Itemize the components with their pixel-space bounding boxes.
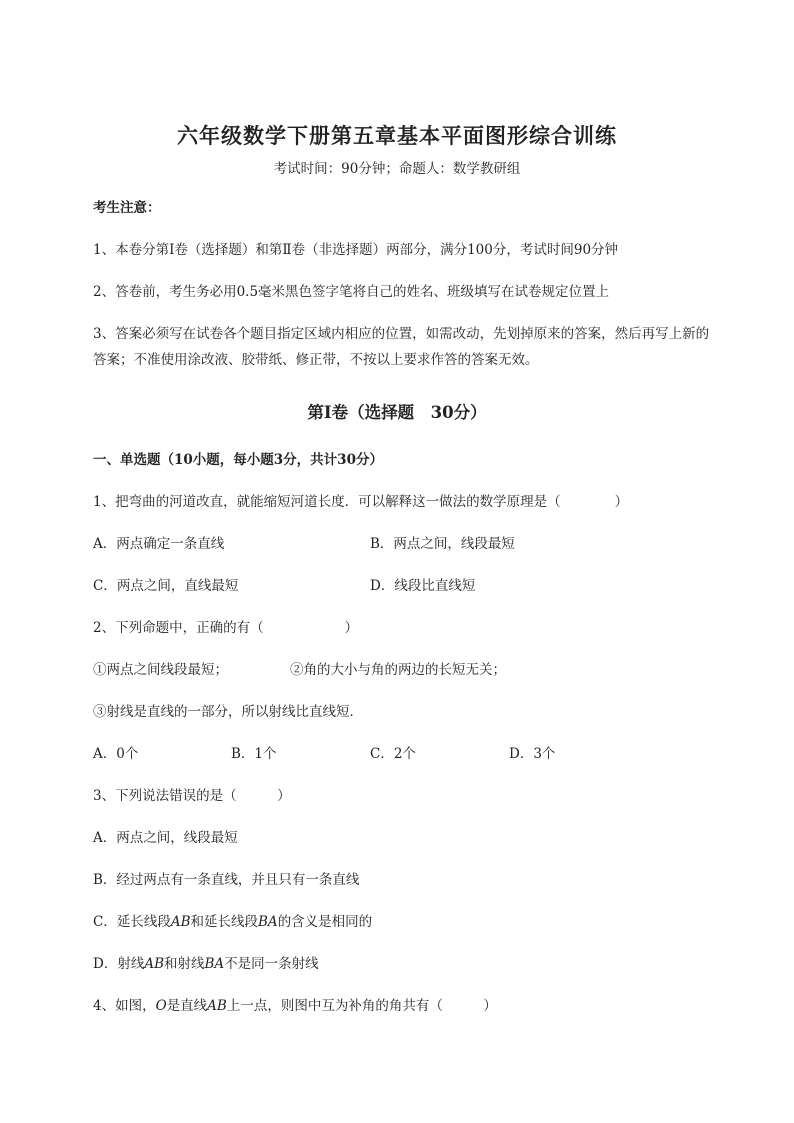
notice-item-3: 3、答案必须写在试卷各个题目指定区域内相应的位置，如需改动，先划掉原来的答案，然后再写上新的答案；不准使用涂改液、胶带纸、修正带，不按以上要求作答的答案无效。 xyxy=(93,326,710,368)
option-d-suffix: 不是同一条射线 xyxy=(224,956,319,972)
question-1-option-d: D．线段比直线短 xyxy=(370,578,476,594)
variable-ba: BA xyxy=(258,914,278,930)
question-1-stem: 1、把弯曲的河道改直，就能缩短河道长度．可以解释这一做法的数学原理是（ ） xyxy=(93,494,629,510)
question-2-stem: 2、下列命题中，正确的有（ ） xyxy=(93,620,359,636)
q4-suffix: 上一点，则图中互为补角的角共有（ ） xyxy=(226,998,497,1014)
q4-prefix: 4、如图， xyxy=(93,998,156,1014)
question-2-statement-3: ③射线是直线的一部分，所以射线比直线短． xyxy=(93,704,363,720)
question-3-option-c xyxy=(93,912,372,932)
option-d-prefix: D．射线 xyxy=(93,956,145,972)
variable-ab: AB xyxy=(144,956,164,972)
question-3-option-b: B．经过两点有一条直线，并且只有一条直线 xyxy=(93,872,360,888)
option-d-mid: 和射线 xyxy=(164,956,205,972)
part-title: 第I卷（选择题 30分） xyxy=(307,403,487,422)
variable-ab: AB xyxy=(207,998,227,1014)
exam-info: 考试时间：90分钟；命题人：数学教研组 xyxy=(273,161,521,177)
section-heading: 一、单选题（10小题，每小题3分，共计30分） xyxy=(93,452,383,468)
question-1-option-c: C．两点之间，直线最短 xyxy=(93,578,239,594)
notice-heading: 考生注意： xyxy=(93,200,161,216)
question-2-option-d: D．3个 xyxy=(509,746,556,762)
question-2-option-a: A．0个 xyxy=(93,746,139,762)
option-c-mid: 和延长线段 xyxy=(190,914,259,930)
question-1-option-a: A．两点确定一条直线 xyxy=(93,536,225,552)
notice-item-1: 1、本卷分第I卷（选择题）和第Ⅱ卷（非选择题）两部分，满分100分，考试时间90分钟 xyxy=(93,242,619,258)
question-2-option-c: C．2个 xyxy=(370,746,416,762)
variable-ba: BA xyxy=(204,956,225,972)
question-2-statement-1: ①两点之间线段最短； xyxy=(93,662,228,678)
question-3-option-a: A．两点之间，线段最短 xyxy=(93,830,238,846)
question-3-stem: 3、下列说法错误的是（ ） xyxy=(93,788,291,804)
q4-mid: 是直线 xyxy=(166,998,208,1014)
notice-item-2: 2、答卷前，考生务必用0.5毫米黑色签字笔将自己的姓名、班级填写在试卷规定位置上 xyxy=(93,284,610,300)
question-1-option-b: B．两点之间，线段最短 xyxy=(370,536,515,552)
question-2-option-b: B．1个 xyxy=(231,746,277,762)
question-2-statement-2: ②角的大小与角的两边的长短无关； xyxy=(290,662,506,678)
option-c-suffix: 的含义是相同的 xyxy=(277,914,373,930)
option-c-prefix: C．延长线段 xyxy=(93,914,171,930)
question-4-stem xyxy=(93,996,497,1016)
question-3-option-d xyxy=(93,954,319,974)
page-title: 六年级数学下册第五章基本平面图形综合训练 xyxy=(177,123,617,148)
variable-ab: AB xyxy=(170,914,191,930)
variable-o: O xyxy=(155,998,167,1014)
